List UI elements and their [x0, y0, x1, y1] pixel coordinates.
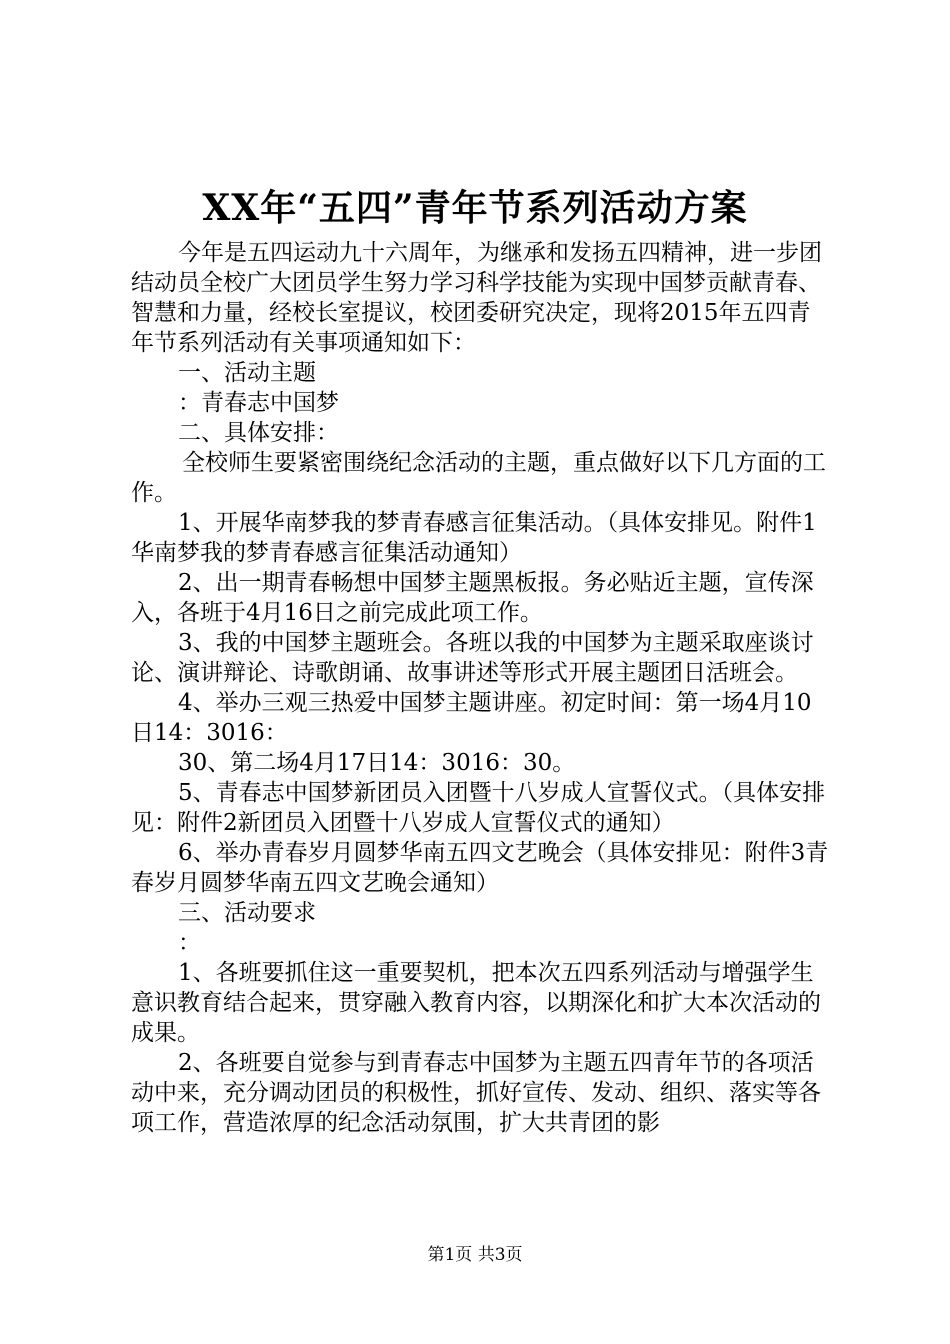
section-heading-theme: 一、活动主题 — [178, 360, 316, 386]
arrangement-item-3: 3、我的中国梦主题班会。各班以我的中国梦为主题采取座谈讨论、演讲辩论、诗歌朗诵、故事讲述等形式开展主题团日活班会。 — [131, 630, 814, 686]
section-heading-arrangement: 二、具体安排： — [178, 420, 339, 446]
section-heading-requirements: 三、活动要求 — [178, 900, 316, 926]
arrangement-item-6: 6、举办青春岁月圆梦华南五四文艺晚会（具体安排见：附件3青春岁月圆梦华南五四文艺晚会通知） — [131, 840, 829, 896]
requirement-item-1: 1、各班要抓住这一重要契机，把本次五四系列活动与增强学生意识教育结合起来，贯穿融入教育内容，以期深化和扩大本次活动的成果。 — [131, 960, 821, 1046]
requirements-colon: ： — [178, 930, 201, 956]
requirement-item-2: 2、各班要自觉参与到青春志中国梦为主题五四青年节的各项活动中来，充分调动团员的积极性，抓好宣传、发动、组织、落实等各项工作，营造浓厚的纪念活动氛围，扩大共青团的影 — [131, 1050, 821, 1136]
document-body — [131, 238, 831, 1138]
arrangement-intro: 全校师生要紧密围绕纪念活动的主题，重点做好以下几方面的工作。 — [131, 450, 826, 506]
document-title: XX年“五四”青年节系列活动方案 — [202, 187, 748, 229]
page-number-footer: 第1页 共3页 — [427, 1245, 523, 1265]
arrangement-item-4: 4、举办三观三热爱中国梦主题讲座。初定时间：第一场4月10日14：3016： — [131, 690, 812, 746]
theme-text: ：青春志中国梦 — [178, 390, 339, 416]
arrangement-item-5: 5、青春志中国梦新团员入团暨十八岁成人宣誓仪式。（具体安排见：附件2新团员入团暨十八岁成人宣誓仪式的通知） — [131, 780, 826, 836]
intro-paragraph: 今年是五四运动九十六周年，为继承和发扬五四精神，进一步团结动员全校广大团员学生努力学习科学技能为实现中国梦贡献青春、智慧和力量，经校长室提议，校团委研究决定，现将2015年五四青年节系列活动有关事项通知如下： — [131, 240, 822, 356]
arrangement-item-1: 1、开展华南梦我的梦青春感言征集活动。（具体安排见。附件1华南梦我的梦青春感言征集活动通知） — [131, 510, 817, 566]
arrangement-item-2: 2、出一期青春畅想中国梦主题黑板报。务必贴近主题，宣传深入，各班于4月16日之前完成此项工作。 — [131, 570, 814, 626]
arrangement-item-4-continued: 30、第二场4月17日14：3016：30。 — [178, 750, 576, 776]
